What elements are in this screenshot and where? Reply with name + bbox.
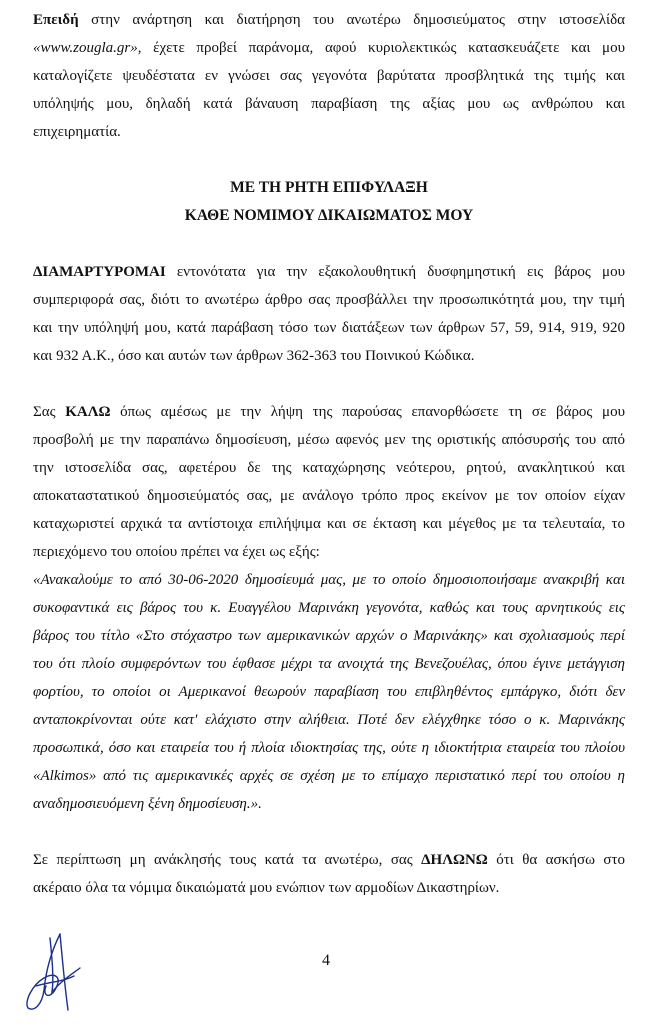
text-segment: Σας [33, 404, 66, 420]
document-body [33, 6, 625, 902]
quoted-text-line [33, 594, 625, 622]
text-segment: του ότι πλοίο συμφερόντων του έφθασε μέχρι τα ανοιχτά της Βενεζουέλας, όπου έγινε μετάγγιση [33, 656, 625, 672]
text-segment: αναδημοσιευόμενη ξένη δημοσίευση.». [33, 796, 262, 812]
text-segment: υπόληψής μου, δηλαδή κατά βάναυση παραβίαση της αξίας μου ως ανθρώπου και [33, 96, 625, 112]
text-segment: την ιστοσελίδα σας, αφετέρου δε της καταχώρησης νεότερου, ρητού, ανακλητικού και [33, 460, 625, 476]
text-segment: «Alkimos» από τις αμερικανικές αρχές σε σχέση με το επίμαχο περιστατικό περί του οποίου η [33, 768, 625, 784]
emphasized-keyword: ΔΙΑΜΑΡΤΥΡΟΜΑΙ [33, 264, 166, 280]
text-segment: όπως αμέσως με την λήψη της παρούσας επανορθώσετε τη σε βάρος μου [110, 404, 625, 420]
paragraph [33, 398, 625, 818]
text-segment: «Ανακαλούμε το από 30-06-2020 δημοσίευμά μας, με το οποίο δημοσιοποιήσαμε ανακριβή και [33, 572, 625, 588]
text-segment: ακέραιο όλα τα νόμιμα δικαιώματά μου ενώπιον των αρμοδίων Δικαστηρίων. [33, 880, 500, 896]
quoted-text-line [33, 622, 625, 650]
text-line [33, 454, 625, 482]
paragraph-spacer [33, 146, 625, 174]
text-line [33, 426, 625, 454]
text-segment: βάρος του τίτλο «Στο στόχαστρο των αμερικανικών αρχών ο Μαρινάκης» και σχολιασμούς περί [33, 628, 625, 644]
text-line [33, 62, 625, 90]
emphasized-keyword: Επειδή [33, 12, 79, 28]
text-segment: , έχετε προβεί παράνομα, αφού κυριολεκτικώς κατασκευάζετε και μου [137, 40, 625, 56]
text-segment: φορτίου, το οποίοι οι Αμερικανοί θεωρούν παραβίαση του επιβληθέντος εμπάργκο, διότι δεν [33, 684, 625, 700]
text-segment: καταχωριστεί αρχικά τα αντίστοιχα επιλήψιμα και σε έκταση και μέγεθος με τα τελευταία, το [33, 516, 625, 532]
text-line [33, 538, 625, 566]
section-heading: ΜΕ ΤΗ ΡΗΤΗ ΕΠΙΦΥΛΑΞΗ [230, 179, 428, 196]
text-line [33, 286, 625, 314]
text-segment: και 932 Α.Κ., όσο και αυτών των άρθρων 362-363 του Ποινικού Κώδικα. [33, 348, 475, 364]
text-segment: περιεχόμενο του οποίου πρέπει να έχει ως εξής: [33, 544, 320, 560]
text-line [33, 510, 625, 538]
quoted-text-line [33, 566, 625, 594]
text-segment: προσωπικά, όσο και εταιρεία του ή πλοία ιδιοκτησίας της, ούτε η ιδιοκτήτρια εταιρεία του πλοίου [33, 740, 625, 756]
quoted-text-line [33, 790, 625, 818]
emphasized-keyword: ΚΑΛΩ [65, 404, 111, 420]
text-line [33, 314, 625, 342]
paragraph [33, 6, 625, 146]
paragraph-spacer [33, 230, 625, 258]
text-segment: συκοφαντικά εις βάρος του κ. Ευαγγέλου Μαρινάκη γεγονότα, καθώς και τους αρνητικούς εις [33, 600, 625, 616]
text-segment: επιχειρηματία. [33, 124, 121, 140]
text-segment: καταλογίζετε ψευδέστατα εν γνώσει σας γεγονότα βαρύτατα προσβλητικά της τιμής και [33, 68, 625, 84]
text-line [33, 6, 625, 34]
text-segment: ανταποκρίνονται ούτε κατ' ελάχιστο στην αλήθεια. Ποτέ δεν ελέγχθηκε τόσο ο κ. Μαρινάκης [33, 712, 625, 728]
text-line [33, 342, 625, 370]
handwritten-signature [22, 930, 82, 1015]
text-line [33, 482, 625, 510]
text-segment: «www.zougla.gr» [33, 40, 138, 56]
quoted-text-line [33, 734, 625, 762]
text-segment: ότι θα ασκήσω στο [487, 852, 625, 868]
text-segment: και την υπόληψή μου, κατά παράβαση τόσο των διατάξεων των άρθρων 57, 59, 914, 919, 920 [33, 320, 625, 336]
text-segment: συμπεριφορά σας, διότι το ανωτέρω άρθρο σας προσβάλλει την προσωπικότητά μου, την τιμή [33, 292, 625, 308]
emphasized-keyword: ΔΗΛΩΝΩ [421, 852, 488, 868]
quoted-text-line [33, 706, 625, 734]
text-line [33, 90, 625, 118]
text-line [33, 846, 625, 874]
text-line [33, 258, 625, 286]
paragraph [33, 846, 625, 902]
paragraph-spacer [33, 370, 625, 398]
quoted-text-line [33, 678, 625, 706]
text-segment: Σε περίπτωση μη ανάκλησής τους κατά τα ανωτέρω, σας [33, 852, 422, 868]
text-segment: αποκαταστατικού δημοσιεύματός σας, με ανάλογο τρόπο προς εκείνον με τον οποίον είχαν [33, 488, 625, 504]
text-segment: εντονότατα για την εξακολουθητική δυσφημηστική εις βάρος μου [165, 264, 625, 280]
text-line [33, 398, 625, 426]
text-segment: προσβολή με την παραπάνω δημοσίευση, μέσω αφενός μεν της οριστικής απόσυρσής του από [33, 432, 625, 448]
quoted-text-line [33, 762, 625, 790]
page-number: 4 [322, 952, 330, 969]
text-line [33, 118, 625, 146]
text-segment: στην ανάρτηση και διατήρηση του ανωτέρω δημοσιεύματος στην ιστοσελίδα [78, 12, 625, 28]
text-line [33, 874, 625, 902]
paragraph [33, 258, 625, 370]
section-heading: ΚΑΘΕ ΝΟΜΙΜΟΥ ΔΙΚΑΙΩΜΑΤΟΣ ΜΟΥ [184, 207, 474, 224]
text-line [33, 34, 625, 62]
quoted-text-line [33, 650, 625, 678]
paragraph-spacer [33, 818, 625, 846]
